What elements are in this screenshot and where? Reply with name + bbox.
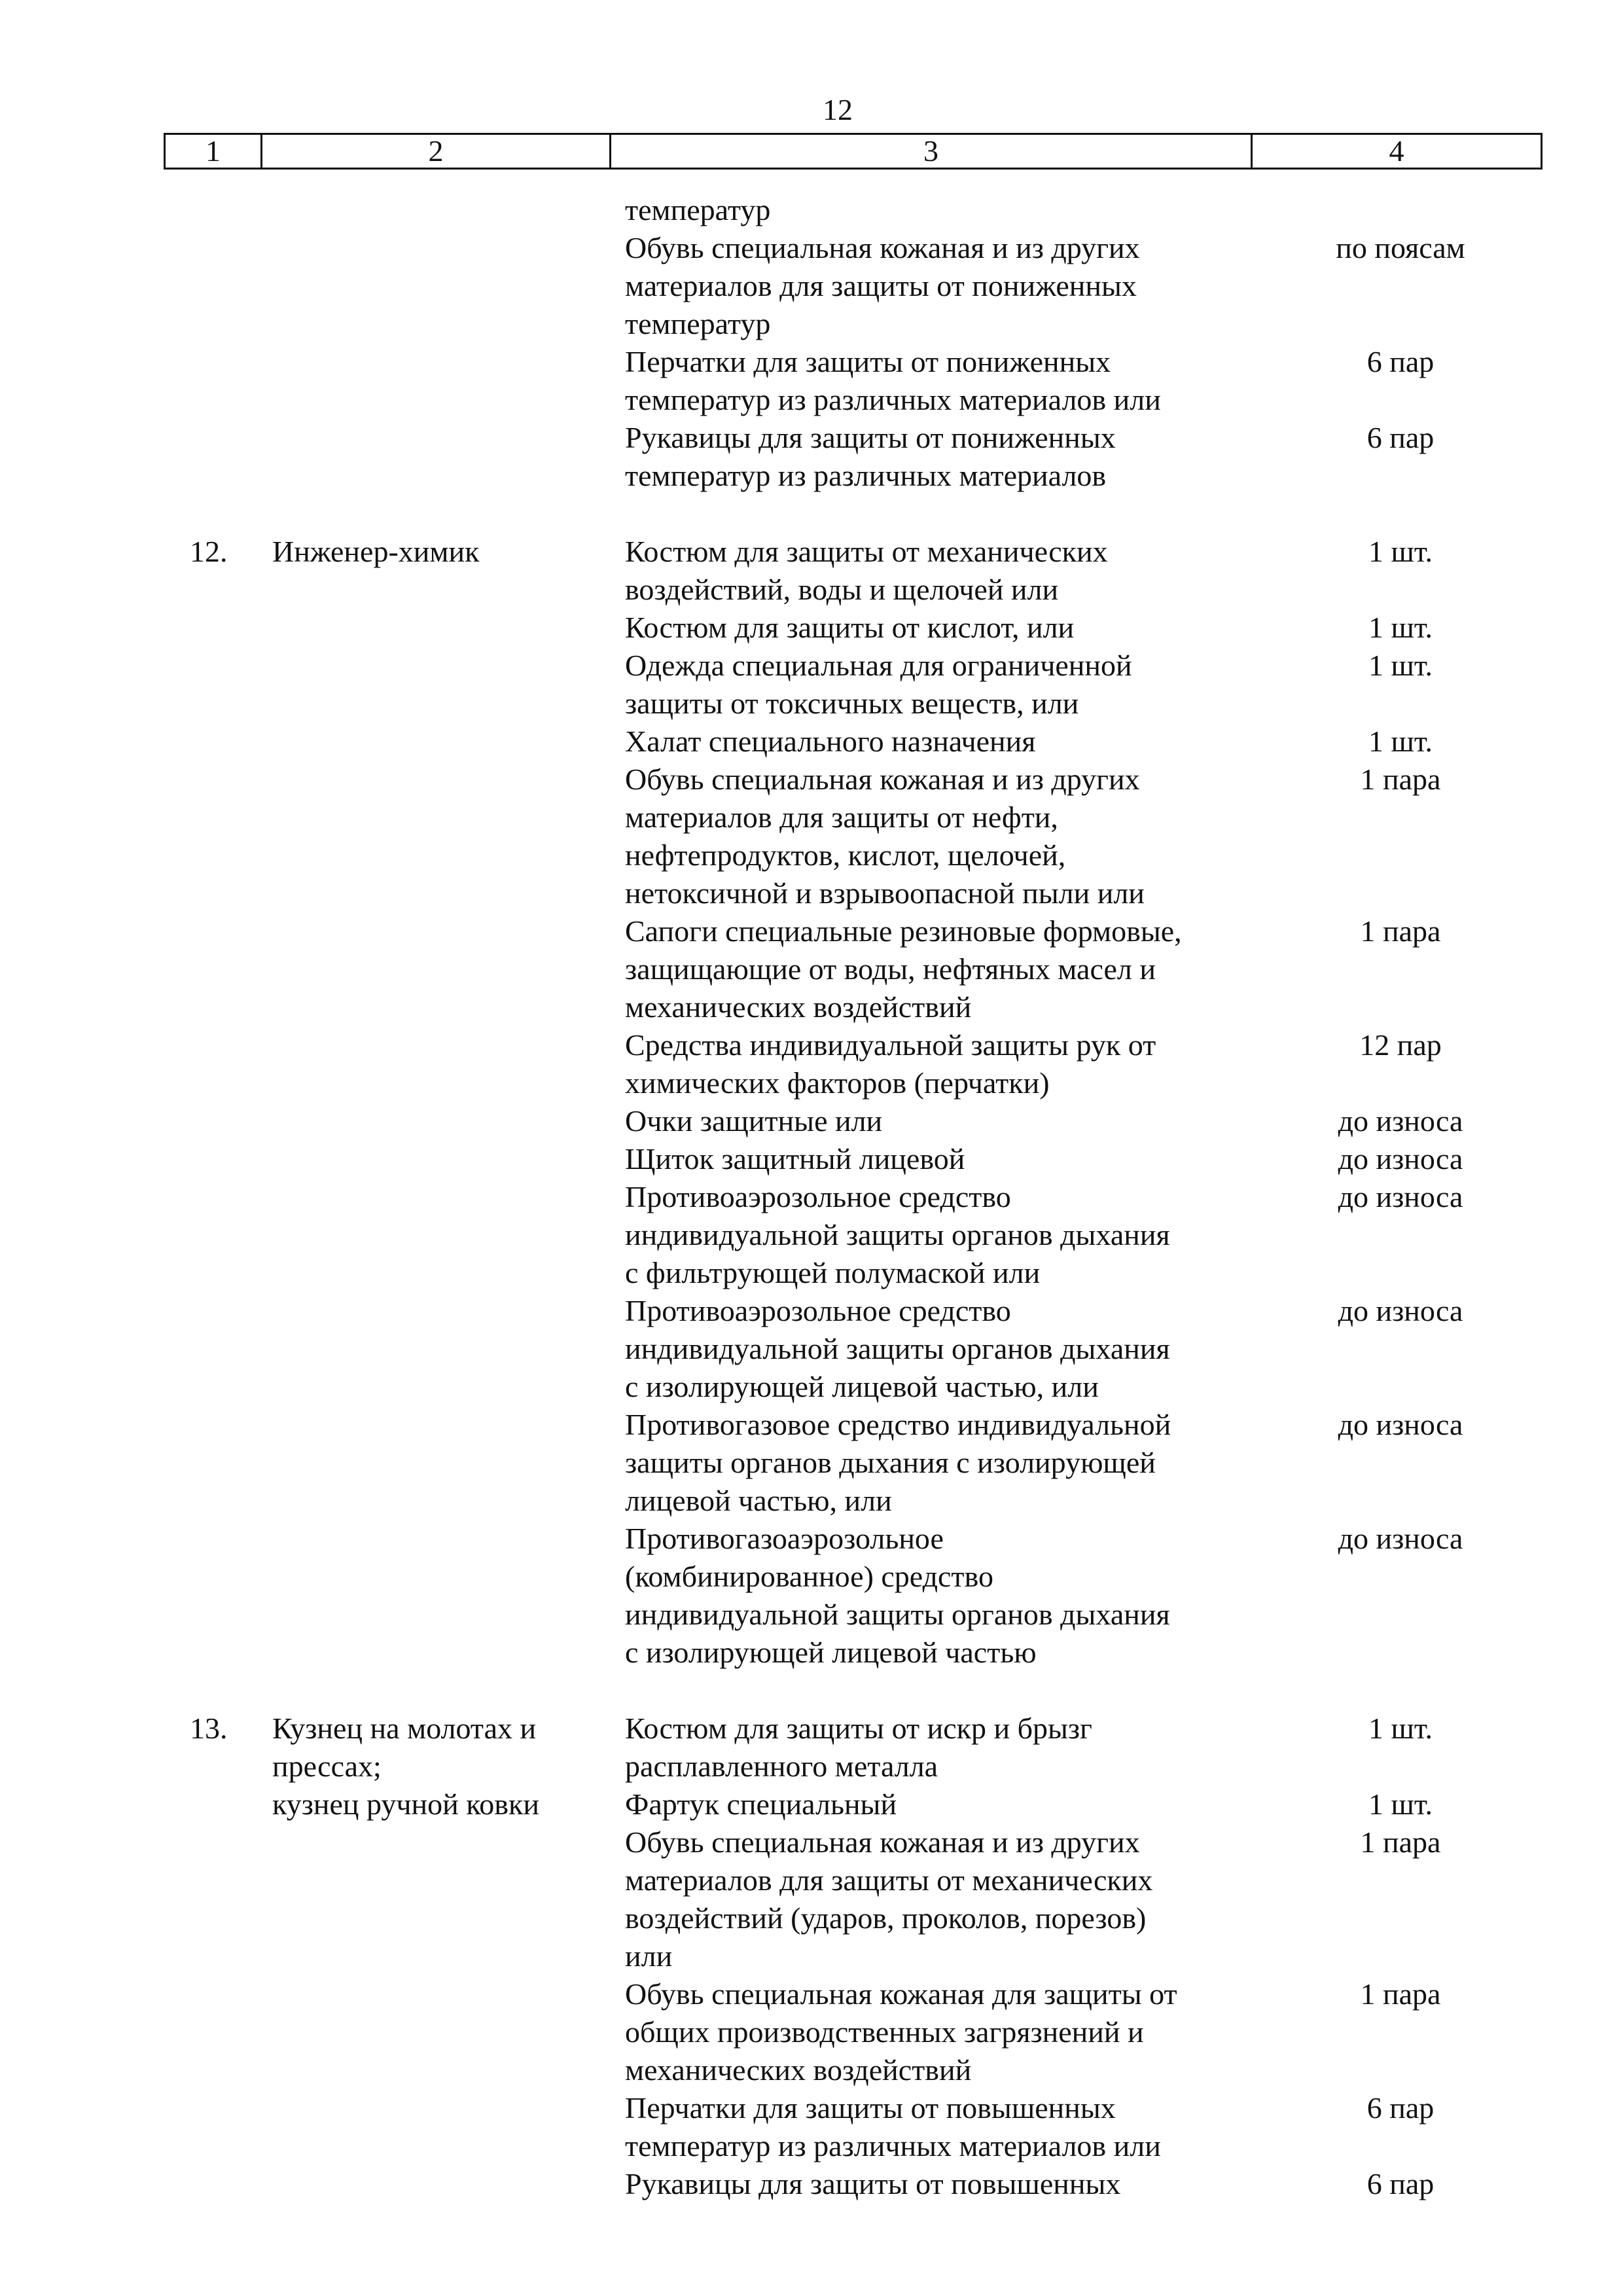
- ppe-item: [0, 1406, 1623, 1520]
- ppe-item: [0, 2089, 1623, 2165]
- column-header-3: 3: [611, 135, 1253, 168]
- column-header-4: 4: [1389, 134, 1404, 168]
- ppe-item: [0, 1975, 1623, 2089]
- ppe-item-name: Рукавицы для защиты от пониженных температур из различных материалов: [625, 421, 1116, 492]
- ppe-item-name: Щиток защитный лицевой: [625, 1142, 965, 1175]
- ppe-item-name: Костюм для защиты от кислот, или: [625, 611, 1075, 644]
- ppe-item-quantity: 12 пар: [1359, 1028, 1442, 1062]
- profession-name: Кузнец на молотах и прессах; кузнец ручной ковки: [272, 1712, 539, 1821]
- ppe-item-quantity: до износа: [1338, 1104, 1463, 1138]
- ppe-item-quantity: до износа: [1338, 1180, 1463, 1213]
- entry-number: 13.: [190, 1712, 228, 1745]
- entry-12: [0, 533, 1623, 1672]
- ppe-item: [0, 419, 1623, 495]
- ppe-item-name: Костюм для защиты от механических воздействий, воды и щелочей или: [625, 535, 1108, 606]
- ppe-item: [0, 1823, 1623, 1975]
- ppe-item-quantity: 1 пара: [1360, 914, 1441, 948]
- ppe-item-name: Противоаэрозольное средство индивидуальной защиты органов дыхания с фильтрующей полумаской или: [625, 1180, 1170, 1289]
- column-header-row: [164, 133, 1543, 170]
- ppe-item-name: Противогазоаэрозольное (комбинированное) средство индивидуальной защиты органов дыхания с изолирующей лицевой частью: [625, 1522, 1170, 1669]
- ppe-item-name: Средства индивидуальной защиты рук от химических факторов (перчатки): [625, 1028, 1156, 1100]
- ppe-item: [0, 533, 1623, 609]
- ppe-item-name: Противоаэрозольное средство индивидуальной защиты органов дыхания с изолирующей лицевой частью, или: [625, 1294, 1170, 1403]
- ppe-item-quantity: до износа: [1338, 1522, 1463, 1555]
- ppe-item-name: Противогазовое средство индивидуальной защиты органов дыхания с изолирующей лицевой частью, или: [625, 1408, 1171, 1517]
- ppe-item-quantity: 6 пар: [1366, 2091, 1435, 2125]
- entry-number: 12.: [190, 535, 228, 568]
- page-number: 12: [823, 93, 853, 126]
- ppe-item-name: Сапоги специальные резиновые формовые, защищающие от воды, нефтяных масел и механических воздействий: [625, 914, 1182, 1024]
- column-header-2: 2: [262, 135, 611, 168]
- ppe-item: [0, 1178, 1623, 1292]
- ppe-item: [0, 2165, 1623, 2203]
- ppe-item-name: Обувь специальная кожаная и из других материалов для защиты от механических воздействий (ударов, проколов, порезов) или: [625, 1825, 1153, 1973]
- ppe-item-name: Перчатки для защиты от пониженных температур из различных материалов или: [625, 345, 1161, 416]
- ppe-item: [0, 912, 1623, 1026]
- continuation-block: [0, 191, 1623, 495]
- ppe-item: [0, 609, 1623, 647]
- ppe-item-quantity: по поясам: [1336, 231, 1465, 264]
- ppe-item-quantity: 1 шт.: [1368, 535, 1433, 568]
- ppe-item-quantity: до износа: [1338, 1294, 1463, 1327]
- ppe-item: [0, 1026, 1623, 1102]
- ppe-item: [0, 1292, 1623, 1406]
- ppe-item-quantity: 6 пар: [1366, 421, 1435, 454]
- ppe-item: [0, 1520, 1623, 1672]
- ppe-item-quantity: 1 шт.: [1368, 649, 1433, 682]
- ppe-item-name: Очки защитные или: [625, 1104, 883, 1138]
- ppe-item-name: Фартук специальный: [625, 1787, 897, 1821]
- row-gap: [0, 495, 1623, 533]
- ppe-item-name: Костюм для защиты от искр и брызг расплавленного металла: [625, 1712, 1092, 1783]
- ppe-item-quantity: 6 пар: [1366, 345, 1435, 378]
- ppe-item-quantity: до износа: [1338, 1408, 1463, 1441]
- ppe-item-quantity: 1 пара: [1360, 1825, 1441, 1859]
- ppe-item-name: Обувь специальная кожаная и из других материалов для защиты от нефти, нефтепродуктов, кислот, щелочей, нетоксичной и взрывоопасной пыли или: [625, 762, 1145, 910]
- ppe-item: [0, 1140, 1623, 1178]
- ppe-item-name: Обувь специальная кожаная и из других материалов для защиты от пониженных температур: [625, 231, 1140, 340]
- entry-row: [0, 533, 1623, 1672]
- ppe-item: [0, 647, 1623, 723]
- ppe-item-name: Перчатки для защиты от повышенных температур из различных материалов или: [625, 2091, 1161, 2162]
- ppe-item-name: Одежда специальная для ограниченной защиты от токсичных веществ, или: [625, 649, 1132, 720]
- ppe-item: [0, 191, 1623, 229]
- entry-13: [0, 1710, 1623, 2203]
- ppe-item-quantity: 1 шт.: [1368, 725, 1433, 758]
- ppe-item-name: Обувь специальная кожаная для защиты от общих производственных загрязнений и механических воздействий: [625, 1977, 1177, 2087]
- ppe-item-name: Халат специального назначения: [625, 725, 1036, 758]
- ppe-item-quantity: до износа: [1338, 1142, 1463, 1175]
- ppe-item-name: Рукавицы для защиты от повышенных: [625, 2167, 1121, 2200]
- ppe-item-quantity: 1 пара: [1360, 762, 1441, 796]
- ppe-item: [0, 761, 1623, 912]
- ppe-item: [0, 1102, 1623, 1140]
- ppe-item: [0, 343, 1623, 419]
- ppe-item: [0, 1710, 1623, 1785]
- ppe-item-quantity: 1 шт.: [1368, 1712, 1433, 1745]
- ppe-item: [0, 1785, 1623, 1823]
- entry-row: [0, 1710, 1623, 2203]
- ppe-item-name: температур: [625, 193, 771, 226]
- column-header-1: 1: [166, 135, 262, 168]
- row-gap: [0, 1672, 1623, 1710]
- ppe-item: [0, 723, 1623, 761]
- ppe-item-quantity: 1 шт.: [1368, 611, 1433, 644]
- ppe-item-quantity: 1 шт.: [1368, 1787, 1433, 1821]
- table-body: [0, 191, 1623, 2203]
- profession-name: Инженер-химик: [272, 535, 480, 568]
- ppe-item-quantity: 1 пара: [1360, 1977, 1441, 2011]
- ppe-item-quantity: 6 пар: [1366, 2167, 1435, 2200]
- ppe-item: [0, 229, 1623, 343]
